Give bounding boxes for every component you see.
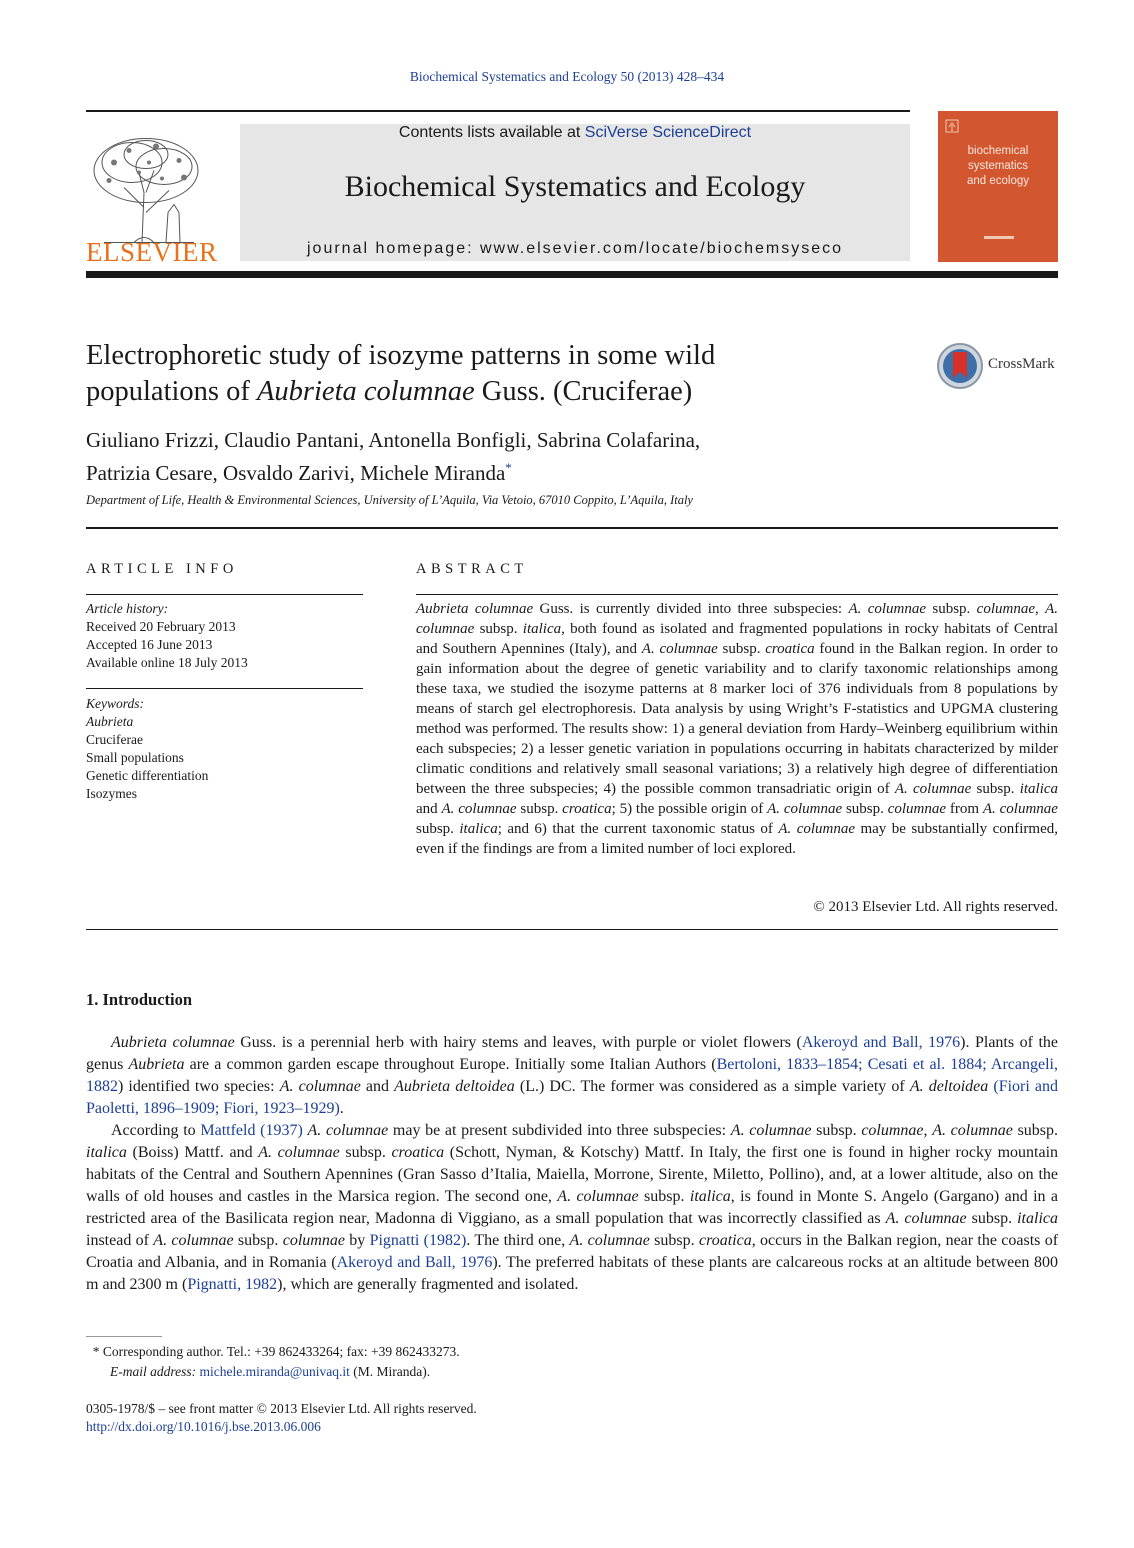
body-text: (Boiss) Mattf. and [126,1144,259,1161]
body-text: ). Plants of the genus [86,1034,1058,1073]
citation-link[interactable]: Akeroyd and Ball, 1976 [801,1034,961,1051]
keywords-label: Keywords: [86,696,144,711]
keyword-item: Isozymes [86,786,137,801]
history-item: Available online 18 July 2013 [86,655,248,670]
body-text: , is found in Monte S. Angelo (Gargano) and in a restricted area of the Basilicata region near, Madonna di Viggiano, as a small population that was incorrectly classified as [86,1188,1058,1227]
body-text: subsp. [842,801,888,817]
species-name: A. columnae [932,1122,1013,1139]
authors-line-1: Giuliano Frizzi, Claudio Pantani, Antonella Bonfigli, Sabrina Colafarina, [86,428,701,452]
species-name: A. columnae [416,601,1059,637]
corresponding-author-mark[interactable]: * [505,460,512,475]
species-name: Aubrieta columnae [111,1034,235,1051]
citation-link[interactable]: Akeroyd and Ball, 1976 [336,1254,493,1271]
title-bottom-rule [86,527,1058,529]
article-info-heading: ARTICLE INFO [86,561,238,577]
body-text: subsp. [638,1188,690,1205]
body-text: subsp. [717,641,766,657]
body-text: may be at present subdivided into three subspecies: [388,1122,731,1139]
body-text: subsp. [474,621,523,637]
body-text: subsp. [1012,1122,1059,1139]
history-label: Article history: [86,601,169,616]
keywords-rule [86,688,363,689]
contents-prefix: Contents lists available at [398,124,585,141]
body-text: ). The preferred habitats of these plants are calcareous rocks at an altitude between 800 m and 2300 m ( [86,1254,1058,1293]
species-name: A. columnae [894,781,972,797]
history-item: Received 20 February 2013 [86,619,236,634]
abstract-text [416,599,1058,859]
crossmark-icon[interactable] [936,342,984,390]
article-history [86,600,363,672]
journal-homepage[interactable]: journal homepage: www.elsevier.com/locate/biochemsyseco [307,240,843,257]
species-name: Aubrieta deltoidea [394,1078,515,1095]
species-name: croatica [391,1144,445,1161]
body-text: , [923,1122,933,1139]
body-text: subsp. [233,1232,283,1249]
keyword-item: Cruciferae [86,732,143,747]
crossmark-label[interactable]: CrossMark [988,356,1055,372]
email-label: E-mail address: [110,1364,200,1379]
body-text: Guss. is currently divided into three subspecies: [533,601,849,617]
abstract-rule [416,594,1058,595]
sciencedirect-link[interactable]: SciVerse ScienceDirect [584,124,752,141]
keywords [86,695,363,803]
body-text: , both found as isolated and fragmented populations in rocky habitats of Central and Southern Apennines (Italy), and [416,621,1058,657]
citation-link[interactable]: Bertoloni, 1833–1854; Cesati et al. 1884; Arcangeli, 1882 [86,1056,1059,1095]
body-text: found in the Balkan region. In order to gain information about the degree of genetic variability and to clarify taxonomic relationships among these taxa, we studied the isozyme patterns at 8 marker loci of 376 individuals from 8 populations by means of starch gel electrophoresis. Data analysis by using Wright’s F-statistics and UPGMA clustering method was performed. The results show: 1) a general deviation from Hardy–Weinberg equilibrium within each subspecies; 2) a lesser genetic variation in populations occurring in habitats characterized by milder climatic conditions and relatively small seasonal variations; 3) a relatively high degree of differentiation between the three subspecies; 4) the possible common transadriatic origin of [416,641,1058,797]
article-title [86,338,906,410]
intro-paragraph [86,1120,1058,1296]
body-text: ) identified two species: [118,1078,280,1095]
cover-title: biochemical systematics and ecology [966,145,1030,187]
species-name: A. columnae [641,641,718,657]
species-name: A. columnae [848,601,927,617]
keyword-item: Aubrieta [86,714,134,729]
cover-logo-icon [944,118,960,134]
keyword-item: Genetic differentiation [86,768,209,783]
body-text: subsp. [971,781,1020,797]
corresponding-footnote [86,1342,460,1382]
issn-line: 0305-1978/$ – see front matter © 2013 Elsevier Ltd. All rights reserved. [86,1401,477,1416]
species-name: columnae [976,601,1035,617]
citation-link[interactable]: Mattfeld (1937) [200,1122,303,1139]
body-text: , [1034,601,1046,617]
body-text: ; 5) the possible origin of [611,801,768,817]
title-line-1: Electrophoretic study of isozyme patterns in some wild [86,340,716,371]
species-name: columnae [861,1122,924,1139]
body-text: subsp. [416,821,460,837]
species-name: A. columnae [307,1122,389,1139]
authors-line-2-text: Patrizia Cesare, Osvaldo Zarivi, Michele Miranda [86,461,506,485]
body-text: , occurs in the Balkan region, near the coasts of Croatia and Albania, and in Romania ( [86,1232,1059,1271]
email-line [86,1362,460,1382]
email-link[interactable]: michele.miranda@univaq.it [199,1364,350,1379]
body-text: . The third one, [466,1232,570,1249]
citation-link[interactable]: (Fiori and Paoletti, 1896–1909; Fiori, 1923–1929) [86,1078,1059,1117]
contents-line [240,124,910,142]
body-text: and [360,1078,395,1095]
species-name: columnae [887,801,947,817]
species-name: A. columnae [441,801,517,817]
intro-paragraph [86,1032,1058,1120]
introduction-body [86,1032,1058,1296]
body-text: subsp. [516,801,563,817]
affiliation: Department of Life, Health & Environmental Sciences, University of L’Aquila, Via Vetoio, 67010 Coppito, L’Aquila, Italy [86,493,693,507]
species-name: italica [1017,1210,1058,1227]
species-name: croatica [765,641,815,657]
abstract-copyright: © 2013 Elsevier Ltd. All rights reserved. [813,899,1058,915]
species-name: A. columnae [982,801,1058,817]
body-text: from [946,801,983,817]
species-name: italica [689,1188,731,1205]
body-text: Guss. is a perennial herb with hairy stems and leaves, with purple or violet flowers ( [234,1034,802,1051]
elsevier-wordmark: ELSEVIER [86,237,218,267]
footnote-text: Corresponding author. Tel.: +39 862433264; fax: +39 862433273. [99,1344,460,1359]
species-name: A. columnae [279,1078,361,1095]
top-rule [86,110,910,112]
species-name: A. columnae [258,1144,340,1161]
body-text: subsp. [811,1122,862,1139]
citation-link[interactable]: Pignatti, 1982 [187,1276,278,1293]
section-heading: 1. Introduction [86,990,193,1009]
body-text: (L.) DC. The former was considered as a simple variety of [514,1078,910,1095]
body-text: are a common garden escape throughout Europe. Initially some Italian Authors ( [184,1056,717,1073]
title-species: Aubrieta columnae [257,376,475,407]
body-text: subsp. [339,1144,392,1161]
doi-link[interactable]: http://dx.doi.org/10.1016/j.bse.2013.06.006 [86,1419,321,1434]
abstract-heading: ABSTRACT [416,561,528,577]
species-name: croatica [562,801,612,817]
footnote-mark: * [92,1344,100,1359]
body-text: and [416,801,442,817]
body-text: ; and 6) that the current taxonomic status of [497,821,779,837]
species-name: A. deltoidea [909,1078,989,1095]
author-list [86,426,946,487]
species-name: Aubrieta [128,1056,185,1073]
species-name: italica [1019,781,1059,797]
species-name: A. columnae [767,801,843,817]
keyword-item: Small populations [86,750,184,765]
species-name: croatica [698,1232,752,1249]
body-text: . [339,1100,344,1117]
species-name: A. columnae [730,1122,812,1139]
body-text: instead of [86,1232,154,1249]
species-name: Aubrieta columnae [416,601,534,617]
species-name: A. columnae [569,1232,650,1249]
front-matter [86,1400,477,1436]
species-name: italica [86,1144,127,1161]
body-text: According to [111,1122,201,1139]
species-name: italica [459,821,498,837]
article-info-rule [86,594,363,595]
species-name: A. columnae [778,821,856,837]
body-text: ), which are generally fragmented and isolated. [277,1276,579,1293]
species-name: A. columnae [885,1210,967,1227]
header-thick-rule [86,271,1058,278]
abstract-bottom-rule [86,929,1058,930]
species-name: columnae [282,1232,345,1249]
species-name: A. columnae [153,1232,234,1249]
body-text: subsp. [649,1232,699,1249]
title-text: populations of [86,376,257,407]
title-line-2 [86,374,906,410]
species-name: italica [522,621,562,637]
journal-name: Biochemical Systematics and Ecology [344,170,806,203]
body-text: may be substantially confirmed, even if the findings are from a limited number of loci explored. [416,821,1059,857]
email-suffix: (M. Miranda). [349,1364,431,1379]
authors-line-2 [86,454,946,487]
species-name: A. columnae [557,1188,639,1205]
cover-footer-mark [984,236,1014,239]
body-text: subsp. [966,1210,1018,1227]
footnote-line [86,1342,460,1362]
footnote-rule [86,1336,162,1337]
body-text: by [344,1232,370,1249]
body-text: (Schott, Nyman, & Kotschy) Mattf. In Italy, the first one is found in higher rocky mountain habitats of the Central and Southern Apennines (Gran Sasso d’Italia, Maiella, Morrone, Sirente, Miletto, Pollino), and, at a lower altitude, also on the walls of old houses and castles in the Marsica region. The second one, [86,1144,1059,1205]
title-text-end: Guss. (Cruciferae) [474,376,693,407]
body-text: subsp. [926,601,977,617]
history-item: Accepted 16 June 2013 [86,637,213,652]
journal-citation[interactable]: Biochemical Systematics and Ecology 50 (2013) 428–434 [409,69,725,84]
citation-link[interactable]: Pignatti (1982) [369,1232,467,1249]
